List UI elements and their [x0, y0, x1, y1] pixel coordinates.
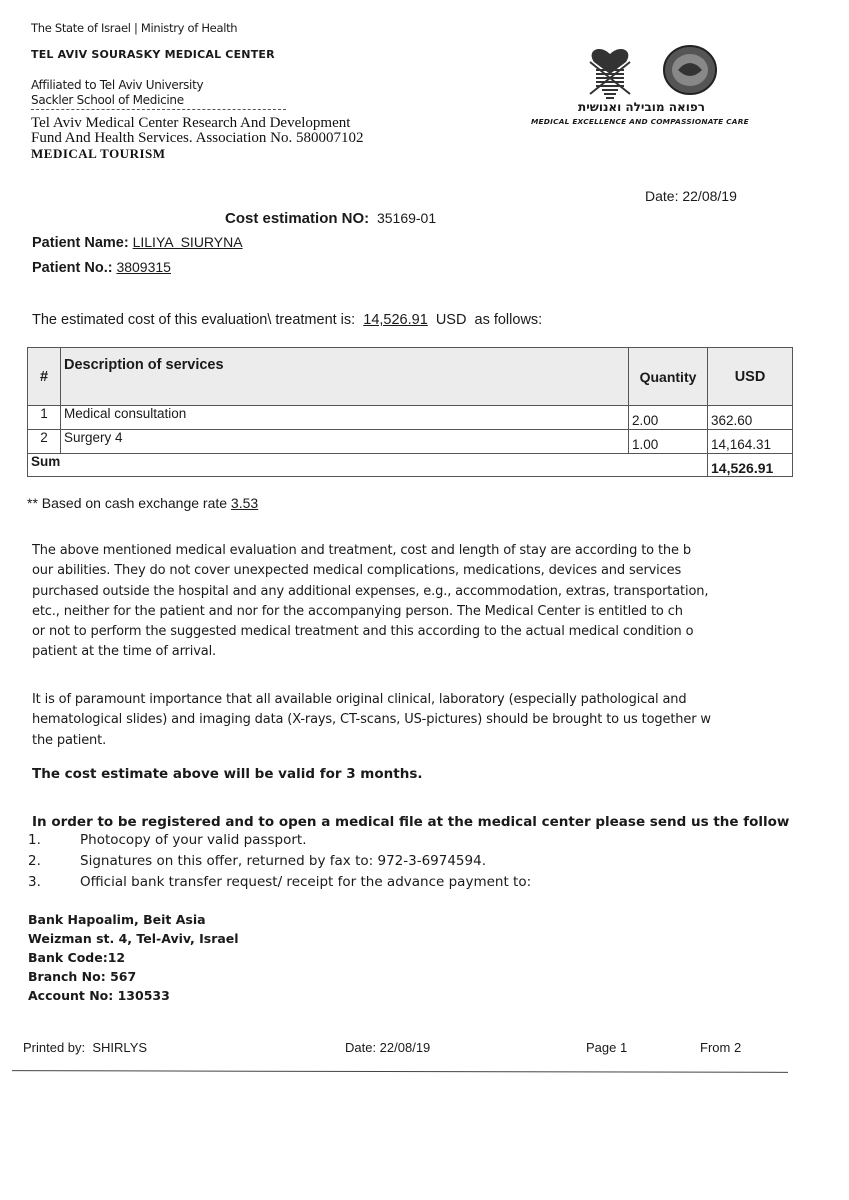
table-row: [28, 430, 793, 454]
bank-branch: Branch No: 567: [28, 969, 137, 984]
document-date: Date: 22/08/19: [645, 188, 737, 204]
ministry-line: The State of Israel | Ministry of Health: [31, 21, 238, 35]
hebrew-tagline: רפואה מובילה ואנושית: [578, 100, 705, 114]
patient-name: Patient Name: LILIYA SIURYNA: [32, 234, 243, 251]
row-quantity: 2.00: [629, 406, 708, 430]
list-item: 2. Signatures on this offer, returned by fax to: 972-3-6974594.: [28, 853, 486, 869]
list-item: 3. Official bank transfer request/ receipt for the advance payment to:: [28, 874, 532, 890]
patient-number-value: 3809315: [116, 259, 171, 275]
table-row: [28, 406, 793, 430]
validity-notice: The cost estimate above will be valid for 3 months.: [32, 766, 423, 782]
registration-instructions: In order to be registered and to open a medical file at the medical center please send us the follow: [32, 814, 790, 830]
terms-paragraph: The above mentioned medical evaluation and treatment, cost and length of stay are according to the b our abilities. They do not cover unexpected medical complications, medications, devices and services purchased outside the hospital and any additional expenses, e.g., accommodation, extras, transportation, etc., neither for the patient and nor for the accompanying person. The Medical Center is entitled to ch or not to perform the suggested medical treatment and this according to the actual medical condition o patient at the time of arrival.: [32, 543, 709, 660]
estimated-cost-line: The estimated cost of this evaluation\ treatment is: 14,526.91 USD as follows:: [32, 312, 543, 328]
required-steps-list: [28, 830, 531, 893]
row-usd: 14,164.31: [708, 430, 793, 454]
bank-account: Account No: 130533: [28, 988, 170, 1003]
fund-block: [31, 116, 363, 161]
sum-value: 14,526.91: [708, 454, 793, 477]
fund-line-2: Fund And Health Services. Association No. 580007102: [31, 130, 364, 146]
bank-details: [28, 910, 239, 1005]
row-number: 2: [28, 430, 61, 454]
exchange-rate-value: 3.53: [230, 495, 259, 511]
footer-divider: [12, 1070, 788, 1073]
patient-number: Patient No.: 3809315: [32, 259, 171, 276]
bank-code: Bank Code:12: [28, 950, 126, 965]
column-header-description: Description of services: [61, 348, 629, 406]
english-tagline: MEDICAL EXCELLENCE AND COMPASSIONATE CARE: [531, 117, 749, 126]
column-header-number: #: [28, 348, 61, 406]
column-header-quantity: Quantity: [629, 348, 708, 406]
exchange-rate-note: ** Based on cash exchange rate 3.53: [27, 495, 259, 511]
cost-estimation-number: Cost estimation NO: 35169-01: [225, 210, 437, 227]
row-description: Surgery 4: [61, 430, 629, 454]
estimated-cost-amount: 14,526.91: [363, 312, 428, 328]
footer-page: Page 1: [586, 1040, 628, 1055]
affiliation-school: Sackler School of Medicine: [31, 93, 184, 107]
table-sum-row: [28, 454, 793, 477]
patient-name-value: LILIYA SIURYNA: [132, 234, 243, 250]
column-header-usd: USD: [708, 348, 793, 406]
footer-printed-by: Printed by: SHIRLYS: [23, 1040, 148, 1055]
seal-emblem-icon: [660, 44, 720, 100]
row-number: 1: [28, 406, 61, 430]
department-name: MEDICAL TOURISM: [31, 146, 166, 161]
list-item: 1. Photocopy of your valid passport.: [28, 832, 307, 848]
footer-page-total: From 2: [700, 1040, 742, 1055]
documents-paragraph: It is of paramount importance that all available original clinical, laboratory (especially pathological and hematological slides) and imaging data (X-rays, CT-scans, US-pictures) should be brought to us together w the patient.: [32, 692, 711, 748]
document-date-value: 22/08/19: [682, 188, 737, 204]
table-header-row: [28, 348, 793, 406]
fund-line-1: Tel Aviv Medical Center Research And Development: [31, 115, 351, 131]
hospital-name: TEL AVIV SOURASKY MEDICAL CENTER: [31, 48, 275, 61]
cost-estimation-number-value: 35169-01: [376, 210, 437, 226]
services-table: [27, 347, 793, 477]
sum-label: Sum: [28, 454, 708, 477]
header-divider: [31, 109, 286, 110]
row-quantity: 1.00: [629, 430, 708, 454]
row-description: Medical consultation: [61, 406, 629, 430]
bank-address: Weizman st. 4, Tel-Aviv, Israel: [28, 931, 239, 946]
affiliation-block: [31, 78, 286, 110]
affiliation-university: Affiliated to Tel Aviv University: [31, 78, 204, 92]
row-usd: 362.60: [708, 406, 793, 430]
bank-name: Bank Hapoalim, Beit Asia: [28, 912, 206, 927]
footer-date: Date: 22/08/19: [345, 1040, 431, 1055]
